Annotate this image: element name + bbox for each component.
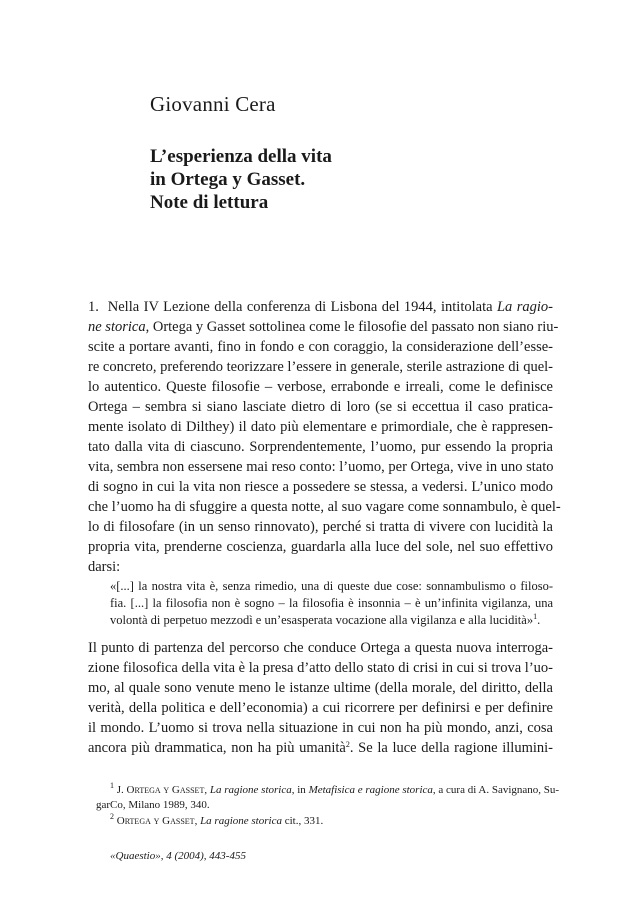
title-line: Note di lettura — [150, 192, 269, 213]
body-line: lo di filosofare (in un senso rinnovato), perché si tratta di vivere con lucidità la — [88, 519, 553, 535]
footnote-work: La ragione storica — [200, 815, 282, 827]
text-run: Nella IV Lezione della conferenza di Lisbona del 1944, intitolata — [107, 299, 497, 315]
body-line: propria vita, prenderne coscienza, guardarla alla luce del sole, nel suo effettivo — [88, 539, 553, 555]
text-run: , — [204, 784, 210, 796]
footnote-number: 2 — [110, 812, 114, 821]
text-run: ancora più drammatica, non ha più umanità — [88, 740, 346, 756]
footnote-source: Metafisica e ragione storica — [308, 784, 433, 796]
body-line: re concreto, preferendo teorizzare l’essere in generale, sterile astrazione di quel- — [88, 359, 553, 375]
footnote-2 — [110, 814, 553, 829]
footnote-1 — [110, 781, 560, 798]
body-line — [88, 297, 553, 317]
article-title — [150, 145, 332, 214]
body-line — [88, 317, 559, 337]
text-run: cit., 331. — [281, 815, 324, 827]
title-line: L’esperienza della vita — [150, 146, 332, 167]
text-run: , a cura di A. Savignano, Su- — [432, 784, 560, 796]
text-run: volontà di perpetuo mezzodì e un’esasperata vocazione alla vigilanza e alla lucidità» — [110, 613, 534, 627]
body-line: lo autentico. Queste filosofie – verbose, errabonde e irreali, come le definisce — [88, 379, 553, 395]
section-number: 1. — [88, 299, 99, 315]
footnote-ref[interactable]: 2 — [345, 740, 350, 749]
footnote-author: Ortega y Gasset — [116, 815, 195, 827]
italic-run: ne storica — [88, 319, 146, 335]
footnote-work: La ragione storica — [209, 784, 292, 796]
text-run: , — [194, 815, 201, 827]
body-line: Il punto di partenza del percorso che conduce Ortega a questa nuova interroga- — [88, 640, 553, 656]
text-run: Se la luce della ragione illumini- — [358, 740, 554, 756]
text-run: , in — [291, 784, 309, 796]
body-line: scite a portare avanti, fino in fondo e con coraggio, la considerazione dell’esse- — [88, 339, 553, 355]
text-run: , Ortega y Gasset sottolinea come le filosofie del passato non siano riu- — [145, 319, 559, 335]
body-line: mo, al quale sono venute meno le istanze ultime (della morale, del diritto, della — [88, 680, 553, 696]
quote-line: volontà di perpetuo mezzodì e un’esasperata vocazione alla vigilanza e alla lucidità»$^1$. — [110, 612, 541, 627]
body-line: Ortega – sembra si siano lasciate dietro di loro (se si eccettua il caso pratica- — [88, 399, 553, 415]
body-line: vita, sembra non essersene mai reso conto: l’uomo, per Ortega, vive in uno stato — [88, 459, 554, 475]
quote-line: fia. [...] la filosofia non è sogno – la filosofia è insonnia – è un’infinita vigilanza, una — [110, 596, 553, 610]
body-line: mente isolato di Dilthey) il dato più elementare e primordiale, che è rappresen- — [88, 419, 553, 435]
title-line: in Ortega y Gasset. — [150, 169, 306, 190]
body-line: il mondo. L’uomo si trova nella situazione in cui non ha più mondo, anzi, cosa — [88, 720, 553, 736]
body-line: zione filosofica della vita è la presa d’atto dello stato di crisi in cui si trova l’uo- — [88, 660, 553, 676]
journal-citation: «Quaestio», 4 (2004), 443-455 — [110, 850, 246, 862]
quote-line: «[...] la nostra vita è, senza rimedio, una di queste due cose: sonnambulismo o filoso- — [110, 579, 553, 593]
body-line: di sogno in cui la vita non riesce a possedere se stessa, a vedersi. L’unico modo — [88, 479, 553, 495]
footnote-number: 1 — [110, 781, 114, 790]
body-line: verità, della politica e dell’economia) a cui ricorrere per definirsi e per definire — [88, 700, 553, 716]
footnote-1-cont: garCo, Milano 1989, 340. — [96, 799, 210, 811]
body-line: tato dalla vita di ciascuno. Sorprendentemente, l’uomo, pur essendo la propria — [88, 439, 553, 455]
body-line: darsi: — [88, 559, 121, 575]
italic-run: La ragio- — [496, 299, 553, 315]
footnote-ref[interactable]: 1 — [533, 612, 538, 621]
body-line: ancora più drammatica, non ha più umanità$^2$. Se la luce della ragione illumini- — [88, 740, 554, 756]
footnote-author: J. Ortega y Gasset — [116, 784, 205, 796]
author-name: Giovanni Cera — [150, 92, 276, 116]
body-line: che l’uomo ha di sfuggire a questa notte, al suo vagare come sonnambulo, è quel- — [88, 499, 561, 515]
